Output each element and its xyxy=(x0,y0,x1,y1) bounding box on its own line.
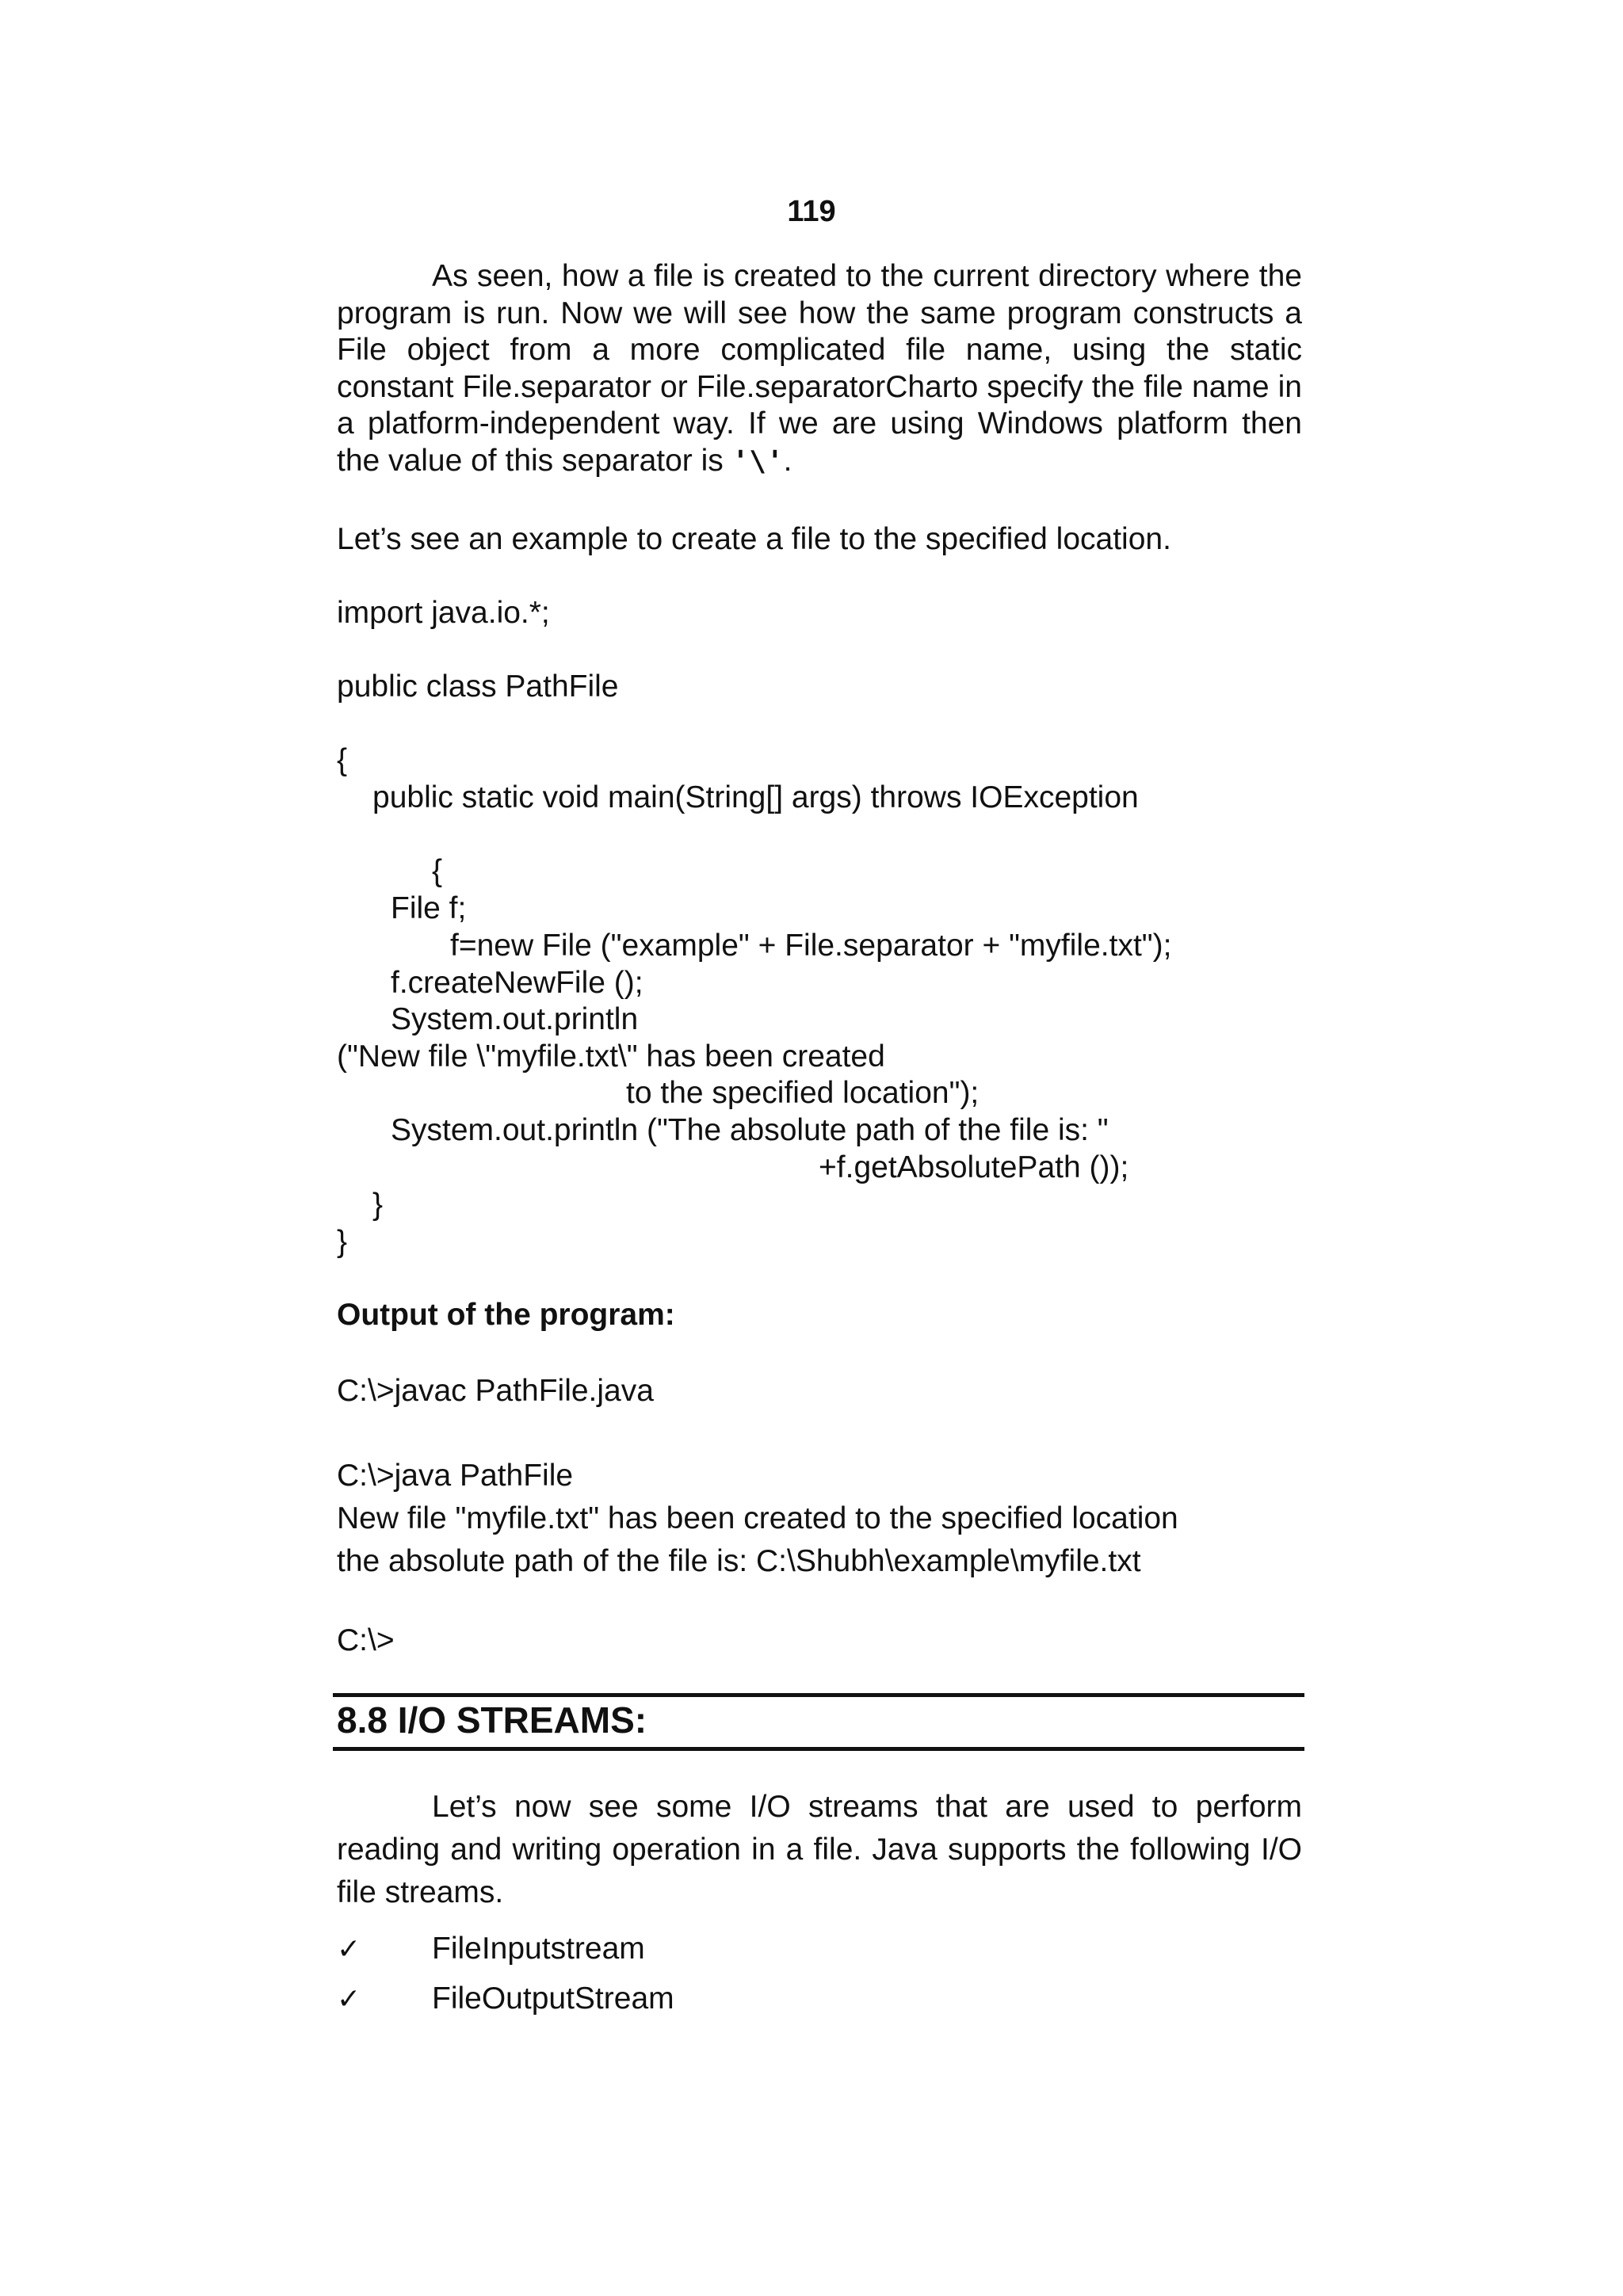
list-item xyxy=(337,1931,645,1968)
code-line: +f.getAbsolutePath ()); xyxy=(819,1150,1129,1184)
section-paragraph: Let’s now see some I/O streams that are used to perform reading and writing operation in a file. Java supports the following I/O file streams. xyxy=(337,1790,1302,1909)
code-line: { xyxy=(337,743,348,777)
section-rule-top xyxy=(333,1693,1304,1697)
output-heading: Output of the program: xyxy=(337,1298,675,1332)
code-line: File f; xyxy=(391,891,467,925)
code-line: { xyxy=(432,854,443,888)
output-line: New file "myfile.txt" has been created to the specified location xyxy=(337,1501,1178,1535)
list-item xyxy=(337,1981,674,2018)
code-line: f=new File ("example" + File.separator + "myfile.txt"); xyxy=(450,929,1172,963)
output-line: C:\>java PathFile xyxy=(337,1459,574,1493)
code-line: f.createNewFile (); xyxy=(391,966,643,1000)
code-line: } xyxy=(337,1225,348,1259)
intro-paragraph xyxy=(337,258,1302,480)
example-intro: Let’s see an example to create a file to the specified location. xyxy=(337,522,1171,556)
code-line: System.out.println xyxy=(391,1002,639,1036)
intro-text-end: . xyxy=(783,443,792,478)
code-line: to the specified location"); xyxy=(626,1076,980,1110)
code-line: System.out.println ("The absolute path of the file is: " xyxy=(391,1113,1109,1147)
output-line: the absolute path of the file is: C:\Shubh\example\myfile.txt xyxy=(337,1544,1141,1578)
intro-text: As seen, how a file is created to the current directory where the program is run. Now we will see how the same program constructs a File object from a more complicated file name, using the static constant File.separator or File.separatorCharto specify the file name in a platform-independent way. If we are using Windows platform then the value of this separator is xyxy=(337,259,1302,478)
list-item-label: FileOutputStream xyxy=(432,1981,674,2016)
code-line: public class PathFile xyxy=(337,669,619,704)
check-icon: ✓ xyxy=(337,1983,361,2016)
code-line: public static void main(String[] args) throws IOException xyxy=(372,780,1139,814)
separator-char: '\' xyxy=(731,444,784,478)
output-line: C:\> xyxy=(337,1623,395,1657)
page-number: 119 xyxy=(787,195,836,228)
list-item-label: FileInputstream xyxy=(432,1932,645,1966)
section-heading: 8.8 I/O STREAMS: xyxy=(337,1699,647,1741)
output-line: C:\>javac PathFile.java xyxy=(337,1374,654,1408)
code-line: } xyxy=(372,1188,384,1222)
section-rule-bottom xyxy=(333,1747,1304,1751)
code-line: import java.io.*; xyxy=(337,596,550,630)
check-icon: ✓ xyxy=(337,1933,361,1966)
code-line: ("New file \"myfile.txt\" has been created xyxy=(337,1039,885,1074)
